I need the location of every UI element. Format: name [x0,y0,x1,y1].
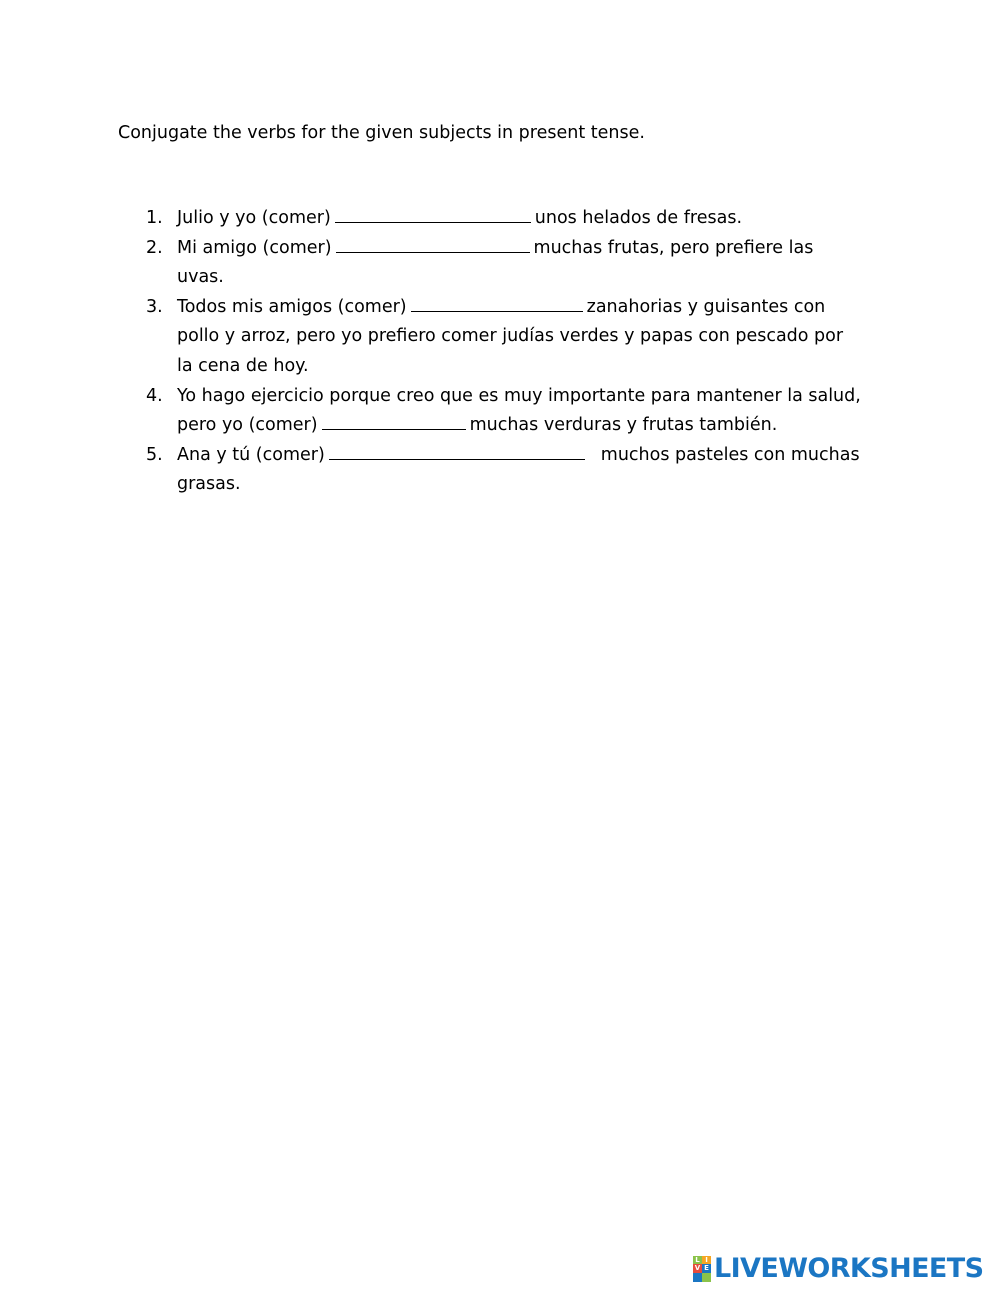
exercise-number: 3. [146,296,163,317]
logo-mark-block [702,1273,711,1282]
exercise-number: 2. [146,237,163,258]
exercise-line: uvas. [177,267,224,288]
exercise-text: muchas verduras y frutas también. [469,415,778,436]
logo-mark-letter: I [702,1256,711,1264]
logo-text: LIVEWORKSHEETS [714,1253,984,1284]
exercise-item-1 [146,204,886,234]
exercise-line [177,204,886,234]
exercise-line [177,441,886,471]
answer-blank-2[interactable] [336,234,530,253]
exercise-text: unos helados de fresas. [534,208,743,228]
exercise-number: 1. [146,208,163,228]
answer-blank-4[interactable] [322,411,466,430]
exercise-item-2 [146,234,886,293]
exercise-item-3 [146,293,886,382]
exercise-text: zanahorias y guisantes con [586,296,826,317]
logo-mark-letter: V [694,1264,701,1272]
logo-mark-block [693,1273,702,1282]
exercise-line [177,411,886,441]
exercise-number: 5. [146,444,163,465]
exercise-text: Ana y tú (comer) [177,444,325,465]
exercise-text: Mi amigo (comer) [177,237,332,258]
exercise-number: 4. [146,385,163,406]
exercise-text: pero yo (comer) [177,415,318,436]
logo-mark-icon [693,1256,711,1282]
exercise-item-4 [146,382,886,441]
exercise-item-5 [146,441,886,500]
answer-blank-1[interactable] [335,204,531,223]
exercise-list [146,204,886,500]
answer-blank-3[interactable] [411,293,583,312]
logo-mark-letter: L [693,1256,702,1264]
exercise-text: Julio y yo (comer) [177,208,331,228]
exercise-line: grasas. [177,474,241,495]
liveworksheets-logo [693,1254,983,1284]
exercise-line [177,234,886,264]
exercise-line: Yo hago ejercicio porque creo que es muy importante para mantener la salud, [177,385,861,406]
exercise-line: la cena de hoy. [177,355,309,376]
exercise-line [177,293,886,323]
logo-mark-letter: E [702,1264,711,1273]
exercise-text: Todos mis amigos (comer) [177,296,407,317]
exercise-line: pollo y arroz, pero yo prefiero comer judías verdes y papas con pescado por [177,326,844,347]
exercise-text: muchas frutas, pero prefiere las [533,237,814,258]
instructions-text: Conjugate the verbs for the given subjects in present tense. [118,123,645,143]
exercise-text: muchos pasteles con muchas [600,444,860,465]
answer-blank-5[interactable] [329,441,585,460]
